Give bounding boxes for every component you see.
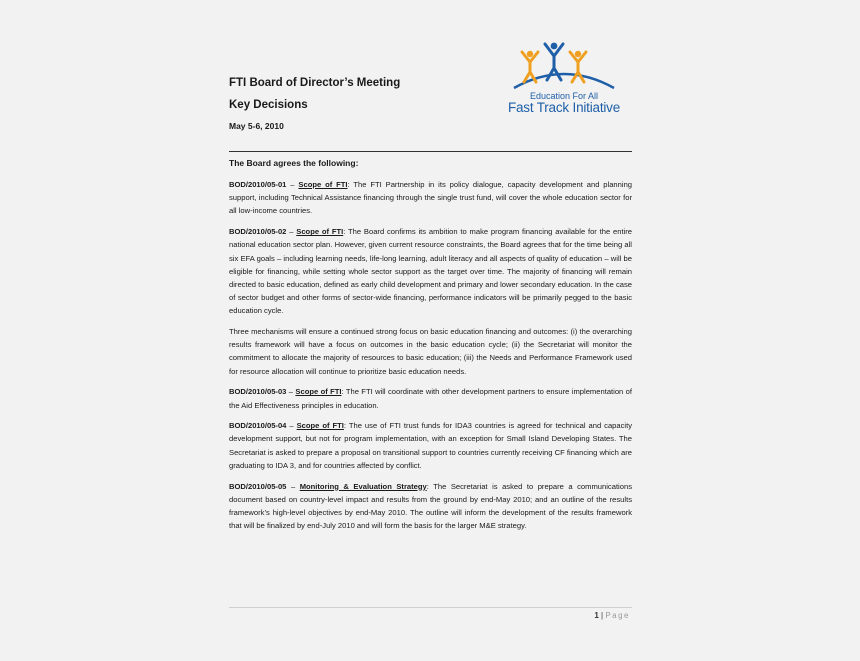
page-label: Page [605,611,630,620]
decision-text: : The FTI Partnership in its policy dialogue, capacity development and planning support, including Technical Assistance financing through the single trust fund, will cover the whole education sector for all low-income countries. [229,180,633,216]
decision-paragraph: BOD/2010/05-02 – Scope of FTI: The Board confirms its ambition to make program financing available for the entire national education sector plan. However, given current resource constraints, the Board agrees that for the time being all six EFA goals – including learning needs, life-long learning, adult literacy and all aspects of quality of education – will be eligible for financing, while setting whole sector support as the target over time. The majority of financing will remain directed to basic education, defined as early child development and primary and lower secondary education. In the case of sector budget and other forms of sector-wide financing, performance indicators will be primarily pegged to the basic education cycle. [229,227,633,316]
decision-id: BOD/2010/05-01 [229,180,287,189]
footer-divider [229,607,632,608]
decision-text: : The use of FTI trust funds for IDA3 countries is agreed for technical and capacity development support, but not for program implementation, with an exception for Small Island Developing States. The Secretariat is asked to prepare a proposal on transitional support to countries currently receiving CF financing which are graduating to IDA 3, and for countries affected by conflict. [229,421,633,470]
decision-topic: Scope of FTI [296,421,344,431]
logo-figures-icon [496,40,632,96]
decision-text: : The Secretariat is asked to prepare a communications document based on country-level impact and results from the ground by end-May 2010; and an outline of the results framework’s high-level objectives by end-May 2010. The outline will inform the development of the results framework that will be finalized by end-July 2010 and will form the basis for the larger M&E strategy. [229,481,632,531]
decision-id: BOD/2010/05-02 [229,227,287,237]
page-footer [500,610,630,621]
decision-topic: Scope of FTI [295,387,342,397]
header-divider [229,151,632,152]
decision-id: BOD/2010/05-03 [229,387,287,397]
logo-text-line2: Fast Track Initiative [507,100,621,115]
document-title: FTI Board of Director’s Meeting [229,77,401,89]
decision-paragraph: BOD/2010/05-01 – Scope of FTI: The FTI Partnership in its policy dialogue, capacity development and planning support, including Technical Assistance financing through the single trust fund, will cover the whole education sector for all low-income countries. [229,180,633,216]
mechanisms-paragraph: Three mechanisms will ensure a continued strong focus on basic education financing and outcomes: (i) the overarching results framework will have a focus on outcomes in the basic education cycle; (ii) the Secretariat will monitor the commitment to allocate the majority of resources to basic education; (iii) the Needs and Performance Framework used for resource allocation will continue to prioritize basic education needs. [229,327,632,376]
decision-topic: Scope of FTI [296,227,344,237]
page-number: 1 [594,611,599,620]
decision-paragraph: BOD/2010/05-03 – Scope of FTI: The FTI will coordinate with other development partners to ensure implementation of the Aid Effectiveness principles in education. [229,387,632,410]
decision-paragraph: BOD/2010/05-05 – Monitoring & Evaluation Strategy: The Secretariat is asked to prepare a communications document based on country-level impact and results from the ground by end-May 2010; and an outline of the results framework’s high-level objectives by end-May 2010. The outline will inform the development of the results framework that will be finalized by end-July 2010 and will form the basis for the larger M&E strategy. [229,481,632,531]
logo-text-line1: Education For All [529,91,599,101]
decision-topic: Monitoring & Evaluation Strategy [299,481,427,491]
document-subtitle: Key Decisions [229,99,308,111]
efa-fti-logo [496,40,632,120]
meeting-date: May 5-6, 2010 [229,121,284,131]
lead-statement: The Board agrees the following: [229,158,359,168]
decision-text: : The FTI will coordinate with other development partners to ensure implementation of the Aid Effectiveness principles in education. [229,387,632,410]
document-header [229,76,489,132]
decision-id: BOD/2010/05-04 [229,421,287,431]
page-separator: | [598,611,606,620]
document-body [229,157,632,540]
decision-paragraph: BOD/2010/05-04 – Scope of FTI: The use of FTI trust funds for IDA3 countries is agreed for technical and capacity development support, but not for program implementation, with an exception for Small Island Developing States. The Secretariat is asked to prepare a proposal on transitional support to countries currently receiving CF financing which are graduating to IDA 3, and for countries affected by conflict. [229,421,633,470]
decision-text: : The Board confirms its ambition to make program financing available for the entire national education sector plan. However, given current resource constraints, the Board agrees that for the time being all six EFA goals – including learning needs, life-long learning, adult literacy and all aspects of quality of education – will be eligible for financing, while setting whole sector support as the target over time. The majority of financing will remain directed to basic education, defined as early child development and primary and lower secondary education. In the case of sector budget and other forms of sector-wide financing, performance indicators will be primarily pegged to the basic education cycle. [229,227,633,316]
decision-topic: Scope of FTI [298,180,348,189]
decision-id: BOD/2010/05-05 [229,481,287,491]
